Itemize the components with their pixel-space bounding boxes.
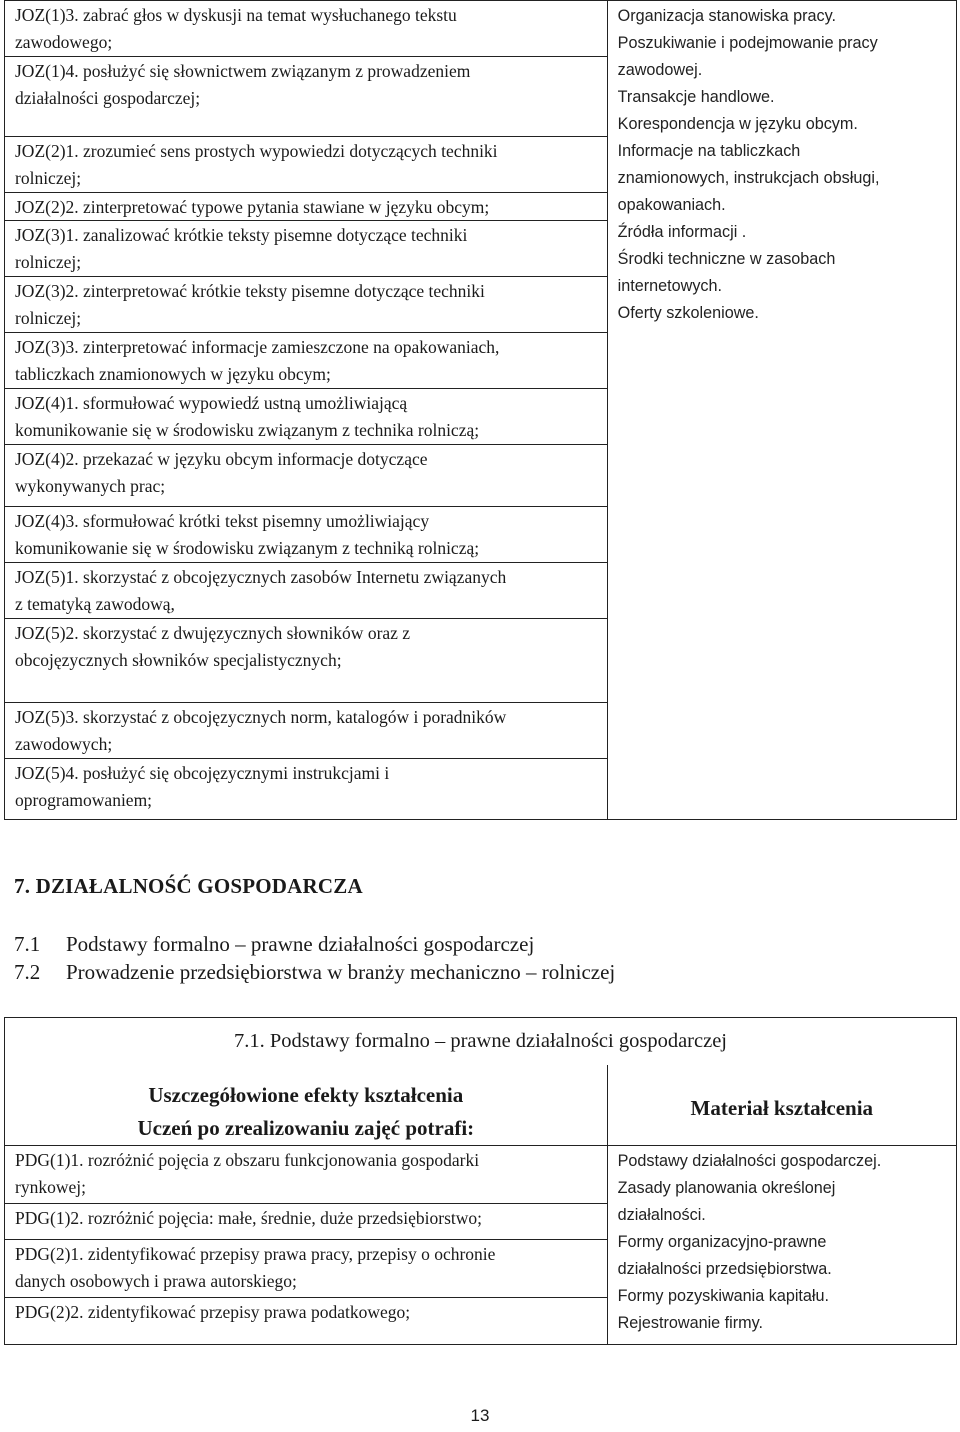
- outcome-text-line: zawodowego;: [15, 32, 113, 52]
- learning-outcomes-column: [5, 1, 608, 820]
- learning-outcomes-column: [5, 1146, 608, 1345]
- outcome-text-line: JOZ(3)2. zinterpretować krótkie teksty pisemne dotyczące techniki: [15, 281, 485, 301]
- outcome-text-line: PDG(2)2. zidentyfikować przepisy prawa podatkowego;: [15, 1302, 411, 1322]
- table-title: [5, 1018, 957, 1066]
- material-item: Informacje na tabliczkach: [617, 142, 801, 160]
- outcome-text-line: wykonywanych prac;: [15, 476, 166, 496]
- material-item: Formy organizacyjno-prawne: [617, 1233, 827, 1251]
- material-item: Organizacja stanowiska pracy.: [617, 7, 836, 25]
- material-item: działalności przedsiębiorstwa.: [617, 1260, 832, 1278]
- material-item: znamionowych, instrukcjach obsługi,: [617, 169, 880, 187]
- outcome-text-line: PDG(2)1. zidentyfikować przepisy prawa pracy, przepisy o ochronie: [15, 1244, 496, 1264]
- outcome-text-line: JOZ(2)2. zinterpretować typowe pytania stawiane w języku obcym;: [15, 197, 490, 217]
- outcome-text-line: JOZ(1)4. posłużyć się słownictwem związanym z prowadzeniem: [15, 61, 471, 81]
- table-title-text: 7.1. Podstawy formalno – prawne działalności gospodarczej: [233, 1030, 727, 1052]
- page-number: 13: [470, 1406, 490, 1425]
- outcome-text-line: działalności gospodarczej;: [15, 88, 201, 108]
- material-item: zawodowej.: [617, 61, 703, 79]
- subsection-title: Prowadzenie przedsiębiorstwa w branży mechaniczno – rolniczej: [66, 960, 616, 984]
- outcome-text-line: oprogramowaniem;: [15, 790, 153, 810]
- material-item: Oferty szkoleniowe.: [617, 304, 759, 322]
- outcome-row: [5, 1204, 607, 1240]
- material-item: działalności.: [617, 1206, 706, 1224]
- outcome-text-line: komunikowanie się w środowisku związanym z techniką rolniczą;: [15, 538, 480, 558]
- outcome-text-line: z tematyką zawodową,: [15, 594, 175, 614]
- material-item: Rejestrowanie firmy.: [617, 1314, 764, 1332]
- material-item: Podstawy działalności gospodarczej.: [617, 1152, 882, 1170]
- material-item: Zasady planowania określonej: [617, 1179, 836, 1197]
- outcome-text-line: JOZ(2)1. zrozumieć sens prostych wypowiedzi dotyczących techniki: [15, 141, 498, 161]
- outcome-text-line: JOZ(5)2. skorzystać z dwujęzycznych słowników oraz z: [15, 623, 411, 643]
- outcome-row: [5, 507, 607, 563]
- subsection-7-2: [14, 958, 615, 986]
- learning-outcomes-list: [5, 1146, 607, 1344]
- outcome-row: [5, 703, 607, 759]
- outcome-row: [5, 193, 607, 221]
- outcome-text-line: rynkowej;: [15, 1177, 86, 1197]
- competency-table-foreign-language: [4, 0, 957, 820]
- outcome-text-line: JOZ(5)4. posłużyć się obcojęzycznymi instrukcjami i: [15, 763, 390, 783]
- outcome-row: [5, 137, 607, 193]
- materials-column: [607, 1146, 956, 1345]
- outcome-text-line: PDG(1)2. rozróżnić pojęcia: małe, średnie, duże przedsiębiorstwo;: [15, 1208, 482, 1228]
- outcome-row: [5, 221, 607, 277]
- material-item: Transakcje handlowe.: [617, 88, 775, 106]
- outcome-row: [5, 759, 607, 819]
- outcome-text-line: JOZ(3)1. zanalizować krótkie teksty pisemne dotyczące techniki: [15, 225, 468, 245]
- outcome-text-line: rolniczej;: [15, 308, 82, 328]
- outcome-text-line: JOZ(4)1. sformułować wypowiedź ustną umożliwiającą: [15, 393, 408, 413]
- outcome-text-line: danych osobowych i prawa autorskiego;: [15, 1271, 297, 1291]
- outcome-row: [5, 389, 607, 445]
- outcome-row: [5, 1298, 607, 1344]
- outcome-row: [5, 445, 607, 507]
- outcome-text-line: JOZ(5)1. skorzystać z obcojęzycznych zasobów Internetu związanych: [15, 567, 507, 587]
- outcome-row: [5, 563, 607, 619]
- outcome-text-line: rolniczej;: [15, 252, 82, 272]
- outcome-row: [5, 57, 607, 137]
- outcomes-header-line2: Uczeń po zrealizowaniu zajęć potrafi:: [137, 1116, 475, 1140]
- subsection-7-1: [14, 930, 534, 958]
- materials-column: [607, 1, 956, 820]
- material-item: Korespondencja w języku obcym.: [617, 115, 858, 133]
- outcome-text-line: JOZ(1)3. zabrać głos w dyskusji na temat wysłuchanego tekstu: [15, 5, 457, 25]
- outcome-row: [5, 1240, 607, 1298]
- outcome-text-line: JOZ(3)3. zinterpretować informacje zamieszczone na opakowaniach,: [15, 337, 500, 357]
- materials-list: [608, 1, 956, 327]
- outcome-row: [5, 619, 607, 703]
- materials-header: Materiał kształcenia: [690, 1095, 874, 1120]
- outcome-row: [5, 277, 607, 333]
- outcome-text-line: tabliczkach znamionowych w języku obcym;: [15, 364, 331, 384]
- outcome-text-line: JOZ(4)3. sformułować krótki tekst pisemny umożliwiający: [15, 511, 430, 531]
- materials-list: [608, 1146, 956, 1337]
- competency-table-business: [4, 1017, 957, 1345]
- learning-outcomes-list: [5, 1, 607, 819]
- outcomes-header-line1: Uszczegółowione efekty kształcenia: [148, 1083, 464, 1107]
- outcome-text-line: JOZ(4)2. przekazać w języku obcym informacje dotyczące: [15, 449, 428, 469]
- outcome-text-line: PDG(1)1. rozróżnić pojęcia z obszaru funkcjonowania gospodarki: [15, 1150, 480, 1170]
- outcome-text-line: rolniczej;: [15, 168, 82, 188]
- outcome-text-line: obcojęzycznych słowników specjalistycznych;: [15, 650, 342, 670]
- material-item: opakowaniach.: [617, 196, 726, 214]
- material-item: Poszukiwanie i podejmowanie pracy: [617, 34, 878, 52]
- outcome-row: [5, 1146, 607, 1204]
- section-heading: 7. DZIAŁALNOŚĆ GOSPODARCZA: [14, 874, 363, 898]
- outcome-text-line: JOZ(5)3. skorzystać z obcojęzycznych norm, katalogów i poradników: [15, 707, 507, 727]
- material-item: Formy pozyskiwania kapitału.: [617, 1287, 830, 1305]
- outcome-row: [5, 333, 607, 389]
- outcome-text-line: komunikowanie się w środowisku związanym z technika rolniczą;: [15, 420, 480, 440]
- materials-header-cell: [607, 1065, 956, 1146]
- subsection-number: 7.1: [14, 932, 41, 956]
- outcomes-header-cell: [5, 1065, 608, 1146]
- material-item: Źródła informacji .: [617, 223, 747, 241]
- material-item: Środki techniczne w zasobach: [617, 250, 836, 268]
- material-item: internetowych.: [617, 277, 723, 295]
- outcome-row: [5, 1, 607, 57]
- subsection-number: 7.2: [14, 960, 41, 984]
- outcome-text-line: zawodowych;: [15, 734, 113, 754]
- subsection-title: Podstawy formalno – prawne działalności gospodarczej: [66, 932, 535, 956]
